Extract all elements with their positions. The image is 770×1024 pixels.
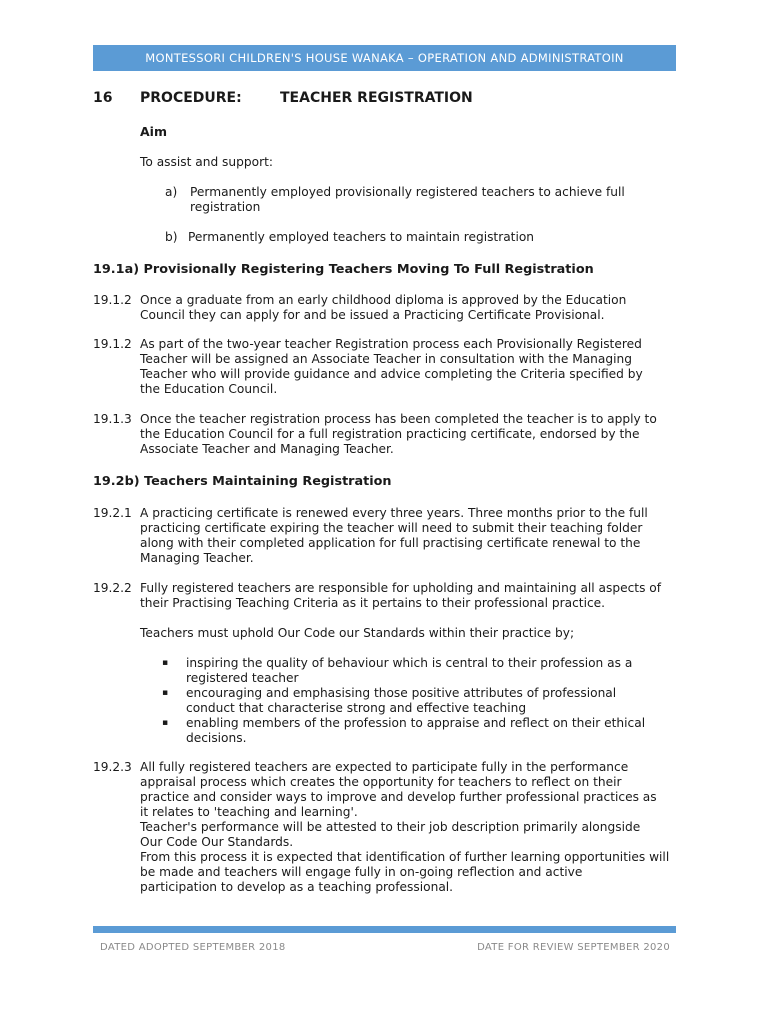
document-header: MONTESSORI CHILDREN'S HOUSE WANAKA – OPERATION AND ADMINISTRATOIN [93, 45, 676, 71]
clause-number: 19.2.3 [93, 760, 132, 774]
clause-line: along with their completed application for full practising certificate renewal to the [140, 536, 641, 550]
clause-line: participation to develop as a teaching professional. [140, 880, 454, 894]
clause-line: All fully registered teachers are expected to participate fully in the performance [140, 760, 629, 774]
clause-number: 19.1.2 [93, 293, 132, 307]
clause-line: Fully registered teachers are responsible for upholding and maintaining all aspects of [140, 581, 662, 595]
clause-line: be made and teachers will engage fully in on-going reflection and active [140, 865, 583, 879]
bullet-icon: ▪ [162, 658, 169, 668]
footer-adopted-date: DATED ADOPTED SEPTEMBER 2018 [100, 942, 286, 953]
section-b-heading: 19.2b) Teachers Maintaining Registration [93, 474, 392, 489]
clause-number: 19.2.1 [93, 506, 132, 520]
section-a-heading: 19.1a) Provisionally Registering Teachers Moving To Full Registration [93, 262, 594, 277]
clause-line: Teacher will be assigned an Associate Teacher in consultation with the Managing [140, 352, 632, 366]
bullet-text: registered teacher [186, 671, 299, 685]
procedure-title: TEACHER REGISTRATION [280, 90, 473, 106]
procedure-number: 16 [93, 90, 113, 106]
clause-line: Managing Teacher. [140, 551, 254, 565]
aim-item-marker: b) [165, 230, 178, 244]
clause-line: the Education Council for a full registration practicing certificate, endorsed by the [140, 427, 640, 441]
clause-line: Once a graduate from an early childhood diploma is approved by the Education [140, 293, 627, 307]
aim-item-text: Permanently employed provisionally registered teachers to achieve full [190, 185, 625, 199]
aim-heading: Aim [140, 124, 167, 139]
clause-line: Our Code Our Standards. [140, 835, 294, 849]
clause-line: the Education Council. [140, 382, 278, 396]
clause-line: Associate Teacher and Managing Teacher. [140, 442, 394, 456]
clause-line: Council they can apply for and be issued a Practicing Certificate Provisional. [140, 308, 605, 322]
clause-number: 19.2.2 [93, 581, 132, 595]
clause-line: their Practising Teaching Criteria as it pertains to their professional practice. [140, 596, 606, 610]
clause-line: it relates to 'teaching and learning'. [140, 805, 358, 819]
footer-review-date: DATE FOR REVIEW SEPTEMBER 2020 [477, 942, 670, 953]
clause-line: practice and consider ways to improve and develop further professional practices as [140, 790, 657, 804]
clause-line: Teacher who will provide guidance and advice completing the Criteria specified by [140, 367, 643, 381]
bullet-text: conduct that characterise strong and effective teaching [186, 701, 527, 715]
bullet-text: inspiring the quality of behaviour which is central to their profession as a [186, 656, 633, 670]
aim-intro: To assist and support: [140, 155, 273, 169]
aim-item-marker: a) [165, 185, 178, 199]
footer-divider [93, 926, 676, 933]
bullet-text: enabling members of the profession to appraise and reflect on their ethical [186, 716, 646, 730]
clause-line: practicing certificate expiring the teacher will need to submit their teaching folder [140, 521, 643, 535]
bullet-icon: ▪ [162, 718, 169, 728]
bullet-text: decisions. [186, 731, 247, 745]
clause-number: 19.1.2 [93, 337, 132, 351]
clause-line: Once the teacher registration process has been completed the teacher is to apply to [140, 412, 657, 426]
clause-line: Teacher's performance will be attested to their job description primarily alongside [140, 820, 641, 834]
aim-item-text: registration [190, 200, 261, 214]
clause-line: As part of the two-year teacher Registration process each Provisionally Registered [140, 337, 642, 351]
clause-line: A practicing certificate is renewed every three years. Three months prior to the full [140, 506, 648, 520]
clause-line: From this process it is expected that identification of further learning opportunities will [140, 850, 670, 864]
procedure-label: PROCEDURE: [140, 90, 242, 106]
clause-number: 19.1.3 [93, 412, 132, 426]
aim-item-text: Permanently employed teachers to maintain registration [188, 230, 535, 244]
bullet-icon: ▪ [162, 688, 169, 698]
bullet-text: encouraging and emphasising those positive attributes of professional [186, 686, 617, 700]
uphold-statement: Teachers must uphold Our Code our Standards within their practice by; [140, 626, 575, 640]
clause-line: appraisal process which creates the opportunity for teachers to reflect on their [140, 775, 622, 789]
